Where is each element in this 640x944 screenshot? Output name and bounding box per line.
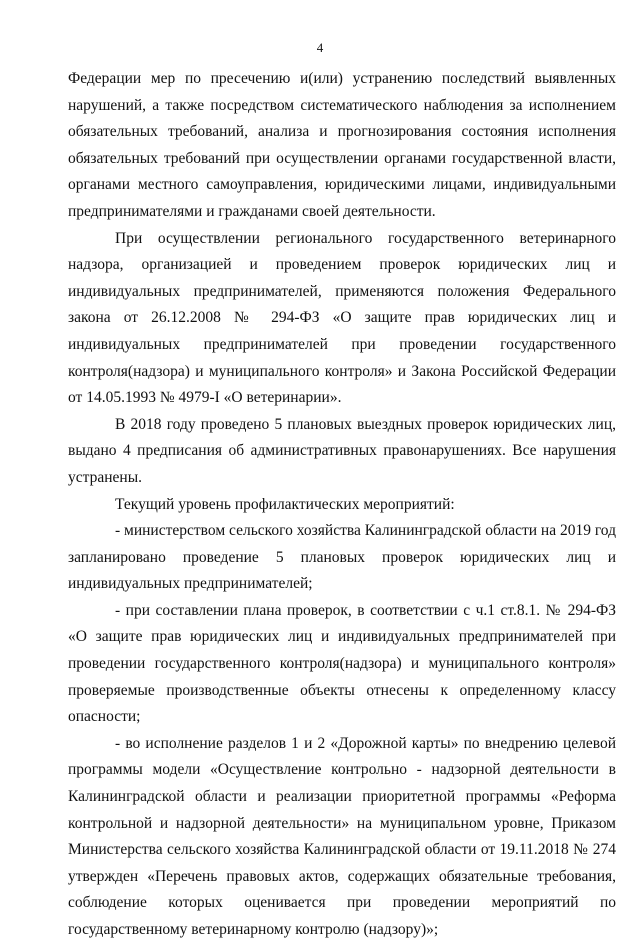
document-body <box>68 66 616 944</box>
paragraph: В 2018 году проведено 5 плановых выездных проверок юридических лиц, выдано 4 предписания об административных правонарушениях. Все нарушения устранены. <box>68 415 616 486</box>
list-item: - при составлении плана проверок, в соответствии с ч.1 ст.8.1. № 294-ФЗ «О защите прав юридических лиц и индивидуальных предпринимателей при проведении государственного контроля(надзора) и муниципального контроля» проверяемые производственные объекты отнесены к определенному классу опасности; <box>68 601 616 726</box>
page-number: 4 <box>316 40 324 55</box>
paragraph: При осуществлении регионального государственного ветеринарного надзора, организацией и проведением проверок юридических лиц и индивидуальных предпринимателей, применяются положения Федерального закона от 26.12.2008 № 294-ФЗ «О защите прав юридических лиц и индивидуальных предпринимателей при проведении государственного контроля(надзора) и муниципального контроля» и Закона Российской Федерации от 14.05.1993 № 4979-I «О ветеринарии». <box>68 229 616 407</box>
list-item: - во исполнение разделов 1 и 2 «Дорожной карты» по внедрению целевой программы модели «Осуществление контрольно - надзорной деятельности в Калининградской области и реализации приоритетной программы «Реформа контрольной и надзорной деятельности» на муниципальном уровне, Приказом Министерства сельского хозяйства Калининградской области от 19.11.2018 № 274 утвержден «Перечень правовых актов, содержащих обязательные требования, соблюдение которых оценивается при проведении мероприятий по государственному ветеринарному контролю (надзору)»; <box>68 734 616 938</box>
list-item: - министерством сельского хозяйства Калининградской области на 2019 год запланировано проведение 5 плановых проверок юридических лиц и индивидуальных предпринимателей; <box>68 522 616 593</box>
paragraph: Федерации мер по пресечению и(или) устранению последствий выявленных нарушений, а также посредством систематического наблюдения за исполнением обязательных требований, анализа и прогнозирования состояния исполнения обязательных требований при осуществлении органами государственной власти, органами местного самоуправления, юридическими лицами, индивидуальными предпринимателями и гражданами своей деятельности. <box>68 70 616 220</box>
paragraph: Текущий уровень профилактических мероприятий: <box>115 495 455 513</box>
